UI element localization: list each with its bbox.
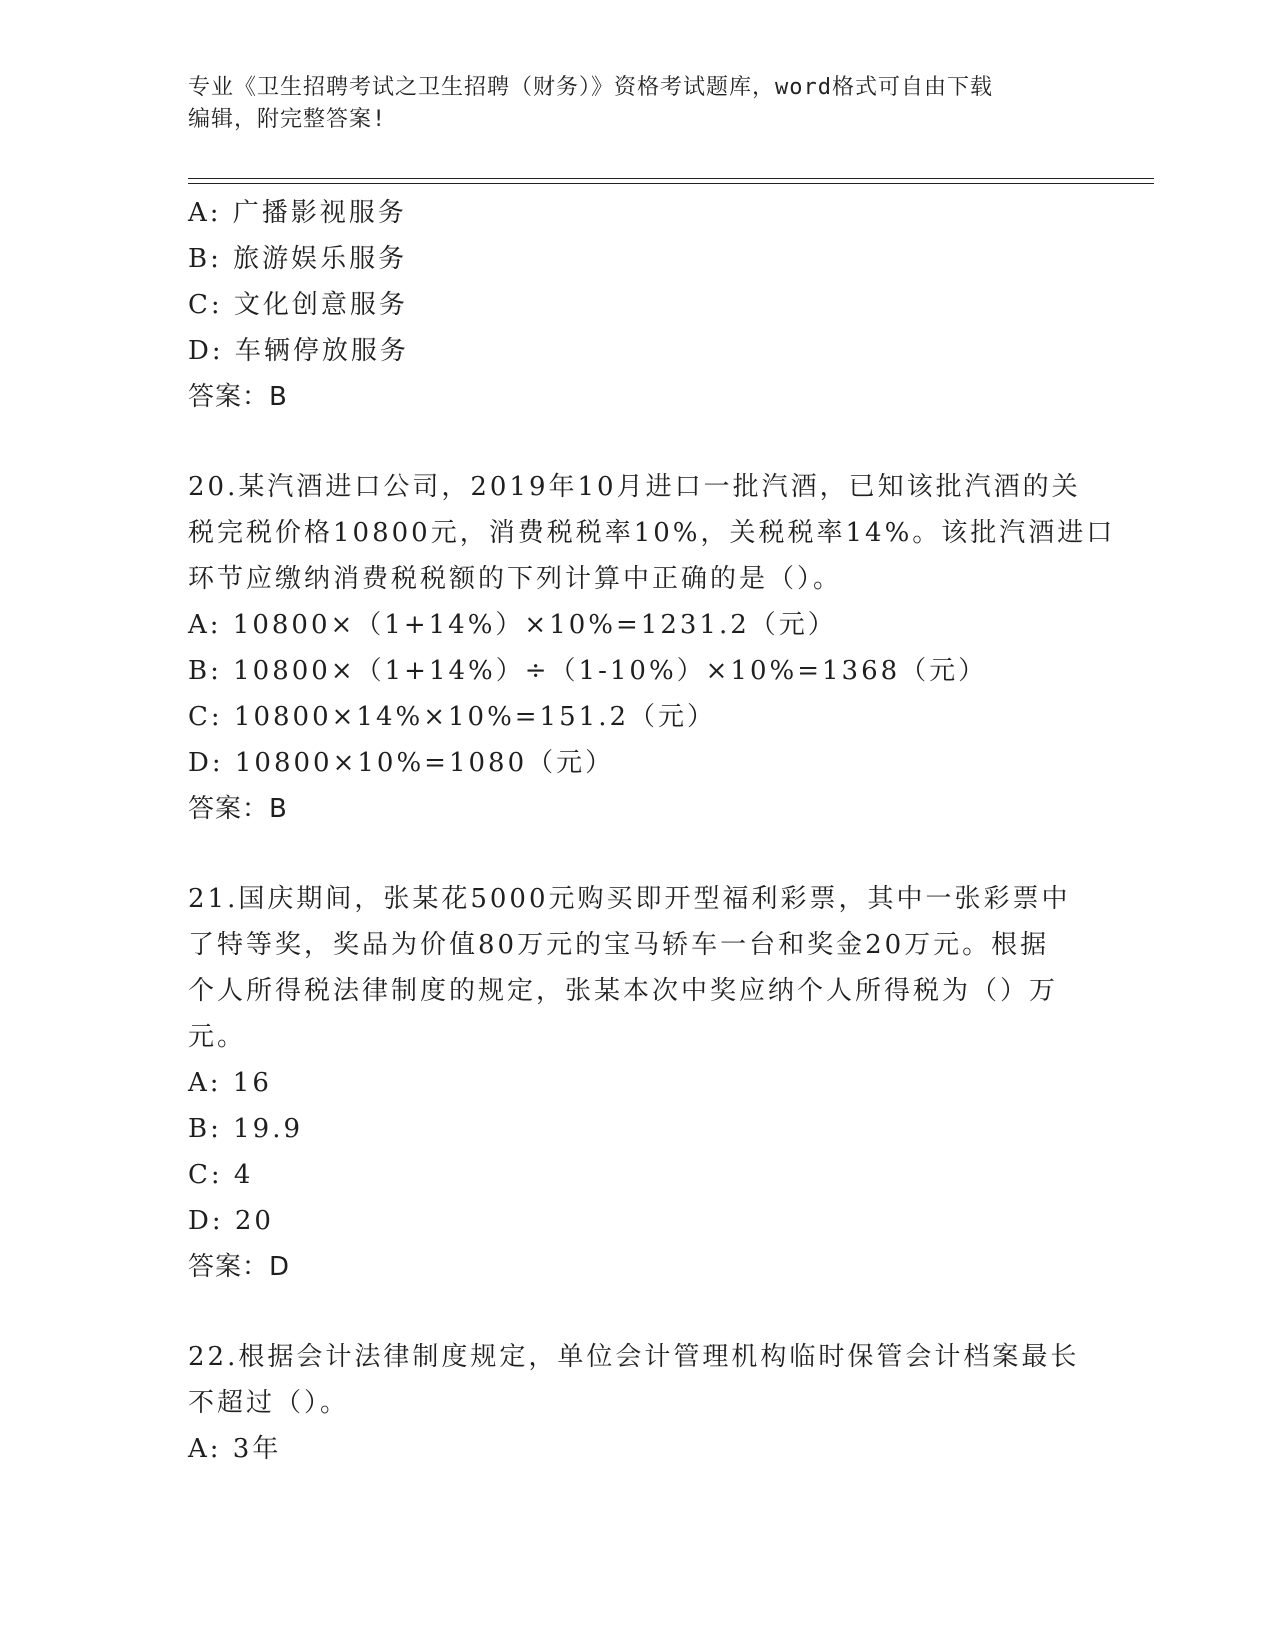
option-c: C: 文化创意服务 [188, 290, 408, 320]
answer: 答案：D [188, 1252, 291, 1282]
option-d: D: 20 [188, 1206, 274, 1236]
option-c: C: 4 [188, 1160, 254, 1190]
question-21 [188, 876, 1088, 1290]
option-b: B: 旅游娱乐服务 [188, 244, 408, 274]
option-b: B: 10800×（1+14%）÷（1-10%）×10%=1368（元） [188, 656, 988, 686]
question-text-line: 20.某汽酒进口公司，2019年10月进口一批汽酒，已知该批汽酒的关 [188, 472, 1081, 502]
question-text-line: 21.国庆期间，张某花5000元购买即开型福利彩票，其中一张彩票中 [188, 884, 1071, 914]
question-text-line: 元。 [188, 1022, 247, 1052]
document-header [188, 72, 1088, 136]
answer: 答案：B [188, 382, 288, 412]
spacer [188, 832, 1088, 876]
question-text-line: 不超过（）。 [188, 1388, 350, 1418]
question-19 [188, 190, 1088, 420]
question-20 [188, 464, 1116, 832]
option-a: A: 16 [188, 1068, 272, 1098]
question-text-line: 个人所得税法律制度的规定，张某本次中奖应纳个人所得税为（）万 [188, 976, 1059, 1006]
option-d: D: 10800×10%=1080（元） [188, 748, 615, 778]
option-d: D: 车辆停放服务 [188, 336, 409, 366]
option-a: A: 3年 [188, 1434, 282, 1464]
question-text-line: 税完税价格10800元，消费税税率10%，关税税率14%。该批汽酒进口 [188, 518, 1116, 548]
header-line-2: 编辑，附完整答案! [188, 107, 387, 132]
question-22 [188, 1334, 1088, 1472]
question-text-line: 22.根据会计法律制度规定，单位会计管理机构临时保管会计档案最长 [188, 1342, 1080, 1372]
option-a: A: 10800×（1+14%）×10%=1231.2（元） [188, 610, 837, 640]
answer: 答案：B [188, 794, 288, 824]
header-rule-top [188, 178, 1154, 179]
option-b: B: 19.9 [188, 1114, 304, 1144]
question-text-line: 了特等奖，奖品为价值80万元的宝马轿车一台和奖金20万元。根据 [188, 930, 1050, 960]
question-content [188, 190, 1116, 1472]
header-line-1: 专业《卫生招聘考试之卫生招聘（财务）》资格考试题库，word格式可自由下载 [188, 75, 993, 100]
header-rule-bottom [188, 183, 1154, 184]
option-a: A: 广播影视服务 [188, 198, 407, 228]
spacer [188, 1290, 1088, 1334]
option-c: C: 10800×14%×10%=151.2（元） [188, 702, 716, 732]
spacer [188, 420, 1088, 464]
question-text-line: 环节应缴纳消费税税额的下列计算中正确的是（）。 [188, 564, 843, 594]
